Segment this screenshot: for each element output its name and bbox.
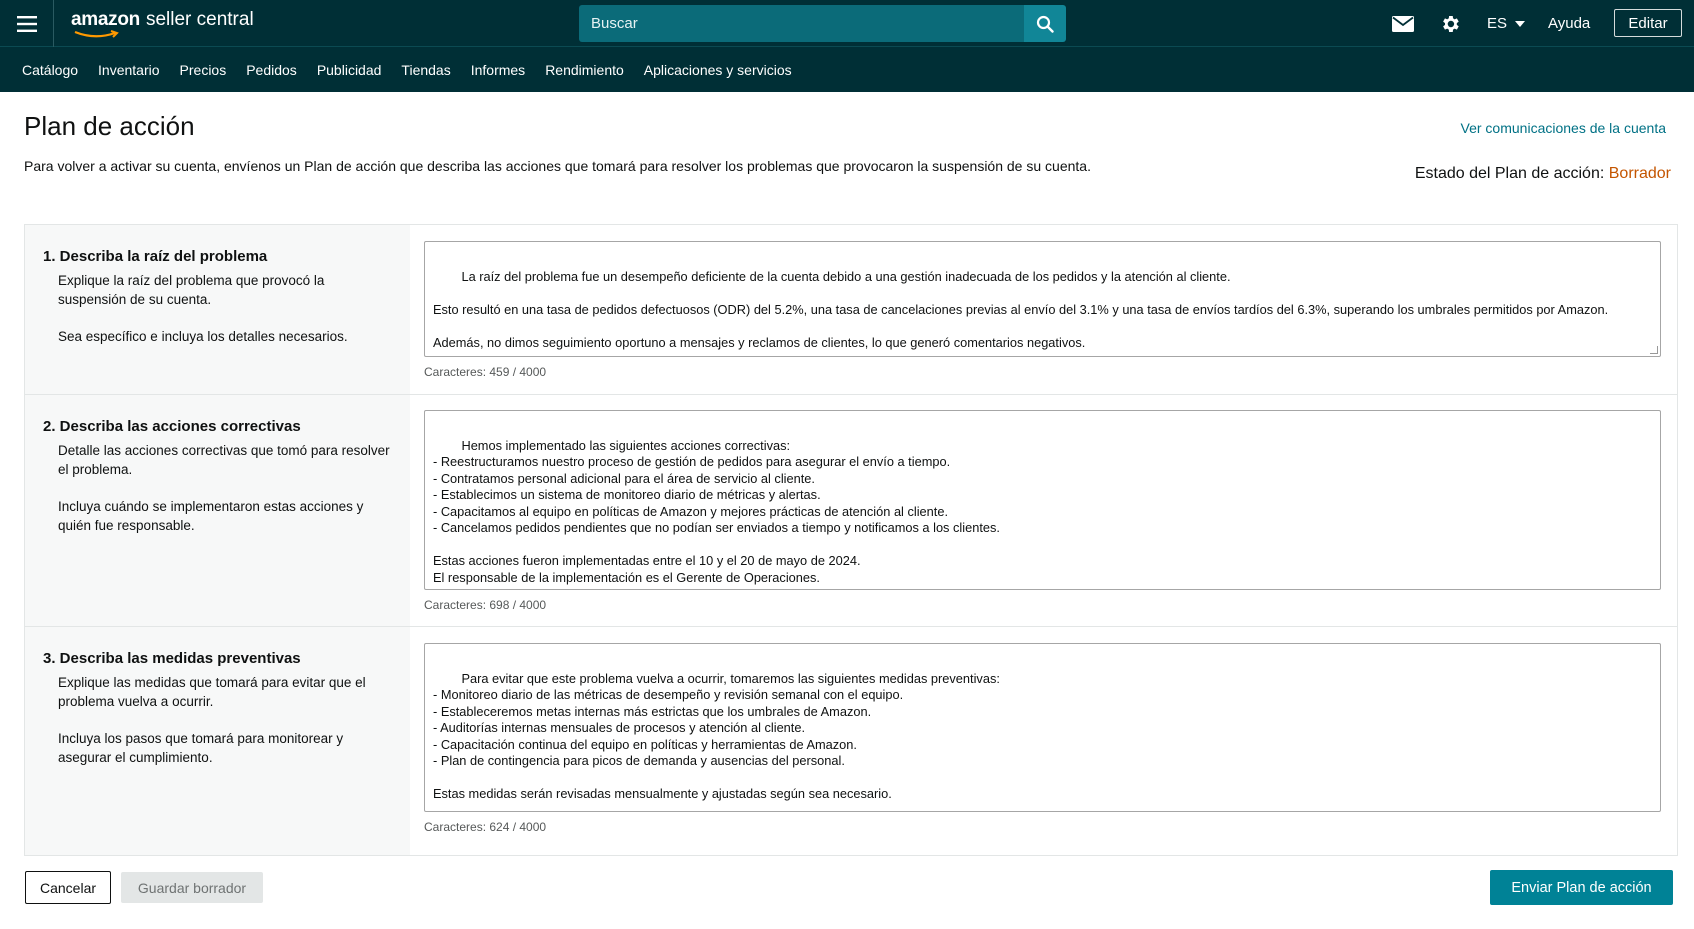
nav-item-advertising[interactable]: Publicidad (316, 61, 382, 78)
submit-action-plan-button[interactable]: Enviar Plan de acción (1490, 870, 1673, 905)
preventive-measures-textarea[interactable] (424, 643, 1661, 812)
save-draft-button[interactable]: Guardar borrador (121, 872, 263, 903)
character-counter: Caracteres: 459 / 4000 (424, 365, 547, 379)
logo-brand: amazon (71, 9, 140, 30)
search-button[interactable] (1024, 5, 1066, 42)
section-title: 3. Describa las medidas preventivas (43, 650, 301, 667)
section-info (25, 627, 410, 855)
plan-status (1415, 165, 1671, 183)
nav-item-reports[interactable]: Informes (470, 61, 526, 78)
nav-item-stores[interactable]: Tiendas (401, 61, 451, 78)
resize-handle[interactable] (1650, 346, 1658, 354)
section-corrective-actions (25, 395, 1677, 627)
section-input-area (410, 225, 1677, 394)
section-info (25, 395, 410, 626)
seller-central-logo[interactable] (71, 9, 254, 39)
section-help-text: Sea específico e incluya los detalles necesarios. (58, 329, 348, 344)
root-cause-text: La raíz del problema fue un desempeño deficiente de la cuenta debido a una gestión inadecuada de los pedidos y la atención al cliente. Esto resultó en una tasa de pedidos defectuosos (ODR) del 5.2%, una tasa de cancelaciones previas al envío del 3.1% y una tasa de envíos tardíos del 6.3%, superando los umbrales permitidos por Amazon. Además, no dimos seguimiento oportuno a mensajes y reclamos de clientes, lo que generó comentarios negativos. (433, 268, 1609, 350)
menu-button[interactable] (0, 0, 54, 47)
nav-item-apps-services[interactable]: Aplicaciones y servicios (643, 61, 792, 78)
corrective-actions-text: Hemos implementado las siguientes acciones correctivas: - Reestructuramos nuestro proceso de gestión de pedidos para asegurar el envío a tiempo. - Contratamos personal adicional para el área de servicio al cliente. - Establecimos un sistema de monitoreo diario de métricas y alertas. - Capacitamos al equipo en políticas de Amazon y mejores prácticas de atención al cliente. - Cancelamos pedidos pendientes que no podían ser enviados a tiempo y notificamos a los clientes. Estas acciones fueron implementadas entre el 10 y el 20 de mayo de 2024. El responsable de la implementación es el Gerente de Operaciones. (433, 437, 1000, 585)
section-help (58, 441, 392, 535)
section-help (58, 673, 392, 767)
section-title: 2. Describa las acciones correctivas (43, 418, 301, 435)
search-bar (579, 5, 1066, 42)
menu-icon (17, 16, 37, 32)
cancel-button[interactable]: Cancelar (25, 871, 111, 904)
section-help-text: Incluya los pasos que tomará para monitorear y asegurar el cumplimiento. (58, 731, 344, 765)
caret-down-icon (1515, 21, 1525, 27)
nav-item-catalog[interactable]: Catálogo (22, 61, 79, 78)
section-title: 1. Describa la raíz del problema (43, 248, 268, 265)
edit-button[interactable]: Editar (1614, 9, 1682, 37)
search-icon (1036, 15, 1054, 33)
plan-status-value: Borrador (1608, 165, 1671, 182)
section-root-cause (25, 225, 1677, 395)
nav-item-performance[interactable]: Rendimiento (545, 61, 624, 78)
character-counter: Caracteres: 624 / 4000 (424, 820, 547, 834)
language-selector[interactable] (1487, 0, 1525, 47)
amazon-smile-icon (73, 30, 123, 40)
nav-item-pricing[interactable]: Precios (179, 61, 227, 78)
page-title: Plan de acción (24, 111, 195, 141)
corrective-actions-textarea[interactable] (424, 410, 1661, 590)
section-info (25, 225, 410, 394)
section-input-area (410, 627, 1677, 855)
search-input[interactable] (579, 5, 1024, 42)
section-input-area (410, 395, 1677, 626)
nav-item-inventory[interactable]: Inventario (98, 61, 160, 78)
section-help-text: Explique la raíz del problema que provocó la suspensión de su cuenta. (58, 273, 325, 307)
page-description: Para volver a activar su cuenta, envíenos un Plan de acción que describa las acciones que tomará para resolver los problemas que provocaron la suspensión de su cuenta. (24, 158, 1091, 174)
nav-item-orders[interactable]: Pedidos (246, 61, 297, 78)
help-link[interactable]: Ayuda (1548, 15, 1591, 32)
section-help-text: Detalle las acciones correctivas que tomó para resolver el problema. (58, 443, 390, 477)
plan-status-label: Estado del Plan de acción: (1414, 165, 1605, 182)
messages-button[interactable] (1392, 0, 1414, 47)
section-help-text: Explique las medidas que tomará para evitar que el problema vuelva a ocurrir. (58, 675, 366, 709)
section-help-text: Incluya cuándo se implementaron estas acciones y quién fue responsable. (58, 499, 364, 533)
logo-product: seller central (145, 9, 254, 30)
action-plan-form (24, 224, 1678, 856)
main-nav (0, 47, 1694, 92)
account-communications-link[interactable]: Ver comunicaciones de la cuenta (1460, 120, 1666, 136)
section-help (58, 271, 392, 346)
character-counter: Caracteres: 698 / 4000 (424, 598, 547, 612)
top-bar (0, 0, 1694, 47)
language-label: ES (1487, 15, 1508, 32)
preventive-measures-text: Para evitar que este problema vuelva a ocurrir, tomaremos las siguientes medidas preventivas: - Monitoreo diario de las métricas de desempeño y revisión semanal con el equipo. - Estableceremos metas internas más estrictas que los umbrales de Amazon. - Auditorías internas mensuales de procesos y atención al cliente. - Capacitación continua del equipo en políticas y herramientas de Amazon. - Plan de contingencia para picos de demanda y ausencias del personal. Estas medidas serán revisadas mensualmente y ajustadas según sea necesario. (433, 670, 1000, 801)
settings-button[interactable] (1439, 0, 1463, 47)
section-preventive-measures (25, 627, 1677, 855)
mail-icon (1392, 16, 1414, 32)
gear-icon (1439, 13, 1461, 35)
root-cause-textarea[interactable] (424, 241, 1661, 357)
